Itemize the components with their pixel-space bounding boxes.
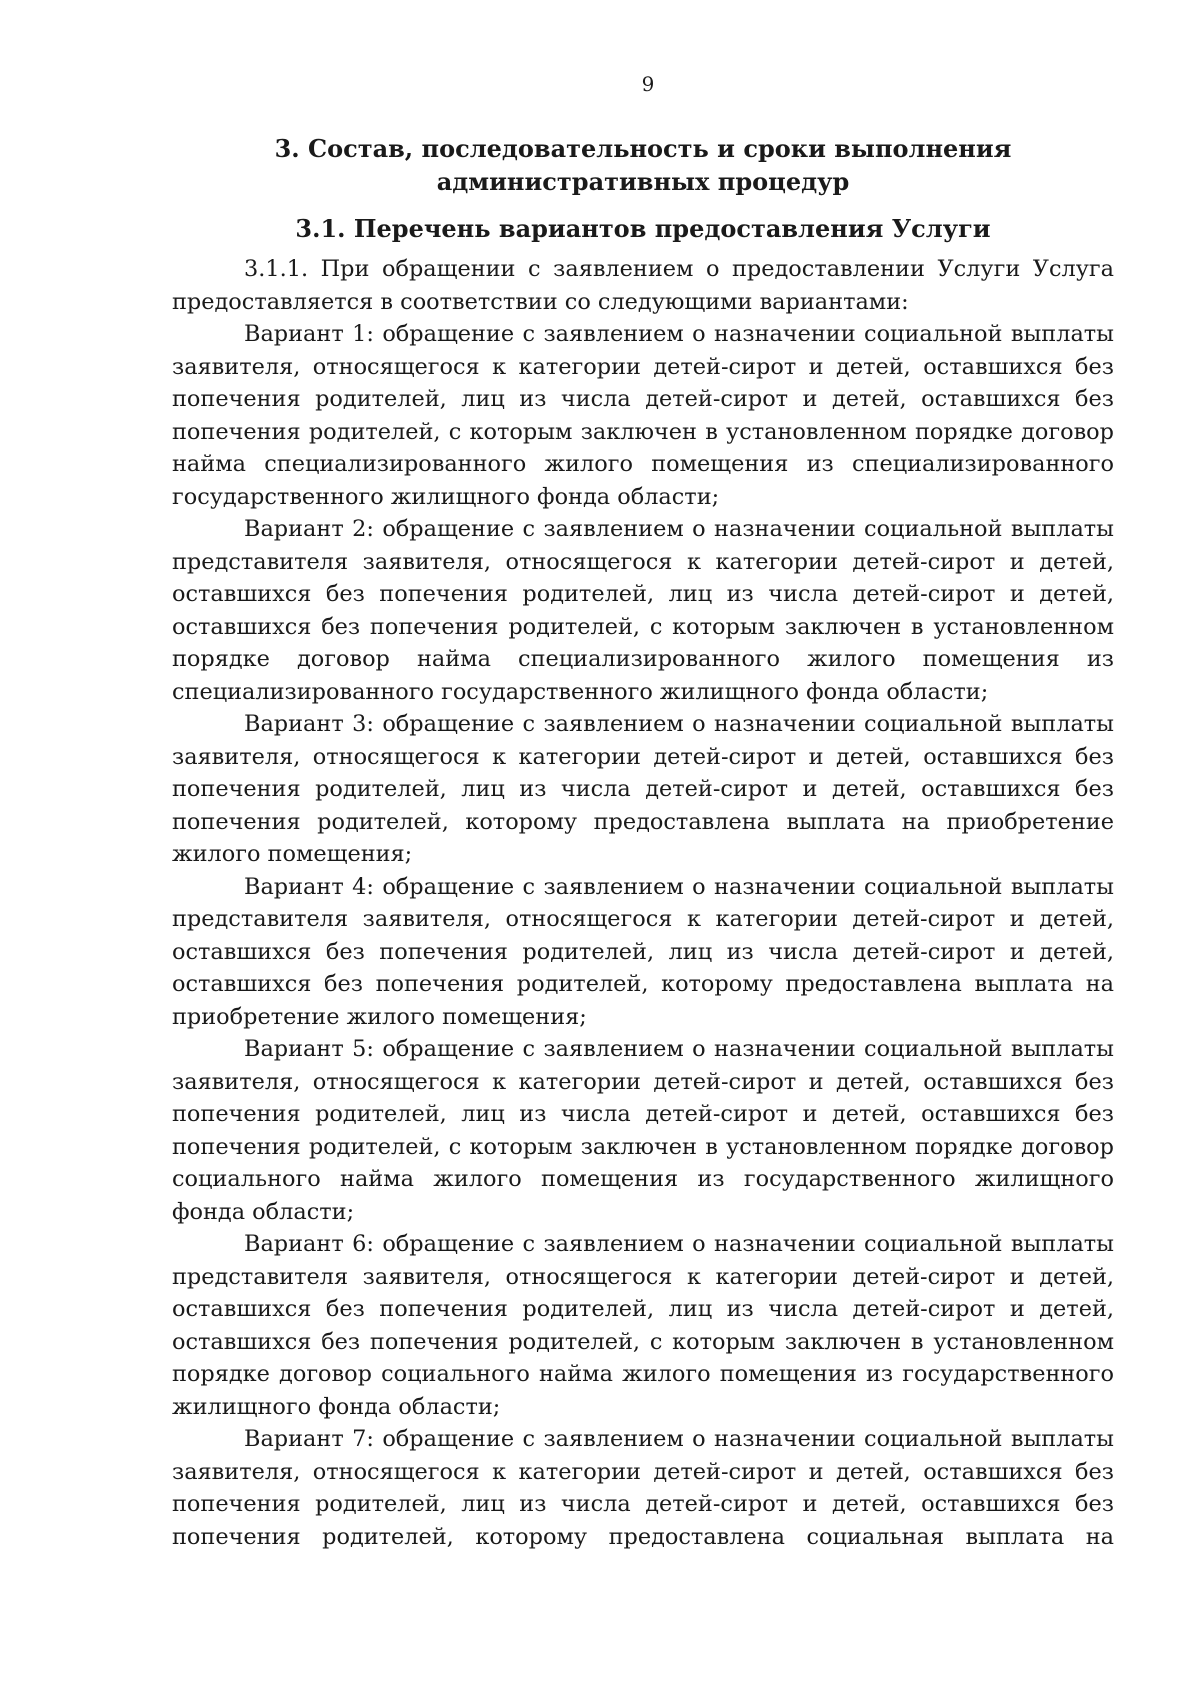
paragraph-variant-6: Вариант 6: обращение с заявлением о назначении социальной выплаты представителя заявителя, относящегося к категории детей-сирот и детей, оставшихся без попечения родителей, лиц из числа детей-сирот и детей, оставшихся без попечения родителей, с которым заключен в установленном порядке договор социального найма жилого помещения из государственного жилищного фонда области;	[172, 1231, 1114, 1420]
paragraph-variant-3: Вариант 3: обращение с заявлением о назначении социальной выплаты заявителя, относящегося к категории детей-сирот и детей, оставшихся без попечения родителей, лиц из числа детей-сирот и детей, оставшихся без попечения родителей, которому предоставлена выплата на приобретение жилого помещения;	[172, 711, 1114, 867]
document-body	[172, 132, 1114, 1553]
paragraph-variant-7: Вариант 7: обращение с заявлением о назначении социальной выплаты заявителя, относящегося к категории детей-сирот и детей, оставшихся без попечения родителей, лиц из числа детей-сирот и детей, оставшихся без попечения родителей, которому предоставлена социальная выплата на	[172, 1426, 1114, 1550]
paragraph-intro: 3.1.1. При обращении с заявлением о предоставлении Услуги Услуга предоставляется в соответствии со следующими вариантами:	[172, 256, 1114, 315]
paragraph-variant-5: Вариант 5: обращение с заявлением о назначении социальной выплаты заявителя, относящегося к категории детей-сирот и детей, оставшихся без попечения родителей, лиц из числа детей-сирот и детей, оставшихся без попечения родителей, с которым заключен в установленном порядке договор социального найма жилого помещения из государственного жилищного фонда области;	[172, 1036, 1114, 1225]
paragraph-variant-4: Вариант 4: обращение с заявлением о назначении социальной выплаты представителя заявителя, относящегося к категории детей-сирот и детей, оставшихся без попечения родителей, лиц из числа детей-сирот и детей, оставшихся без попечения родителей, которому предоставлена выплата на приобретение жилого помещения;	[172, 873, 1114, 1030]
paragraph-variant-2: Вариант 2: обращение с заявлением о назначении социальной выплаты представителя заявителя, относящегося к категории детей-сирот и детей, оставшихся без попечения родителей, лиц из числа детей-сирот и детей, оставшихся без попечения родителей, с которым заключен в установленном порядке договор найма специализированного жилого помещения из специализированного государственного жилищного фонда области;	[172, 516, 1114, 705]
section-title: 3. Состав, последовательность и сроки выполнения административных процедур	[274, 134, 1012, 196]
page-number: 9	[641, 72, 655, 96]
subsection-title: 3.1. Перечень вариантов предоставления Услуги	[295, 214, 991, 243]
paragraph-variant-1: Вариант 1: обращение с заявлением о назначении социальной выплаты заявителя, относящегося к категории детей-сирот и детей, оставшихся без попечения родителей, лиц из числа детей-сирот и детей, оставшихся без попечения родителей, с которым заключен в установленном порядке договор найма специализированного жилого помещения из специализированного государственного жилищного фонда области;	[172, 321, 1114, 510]
